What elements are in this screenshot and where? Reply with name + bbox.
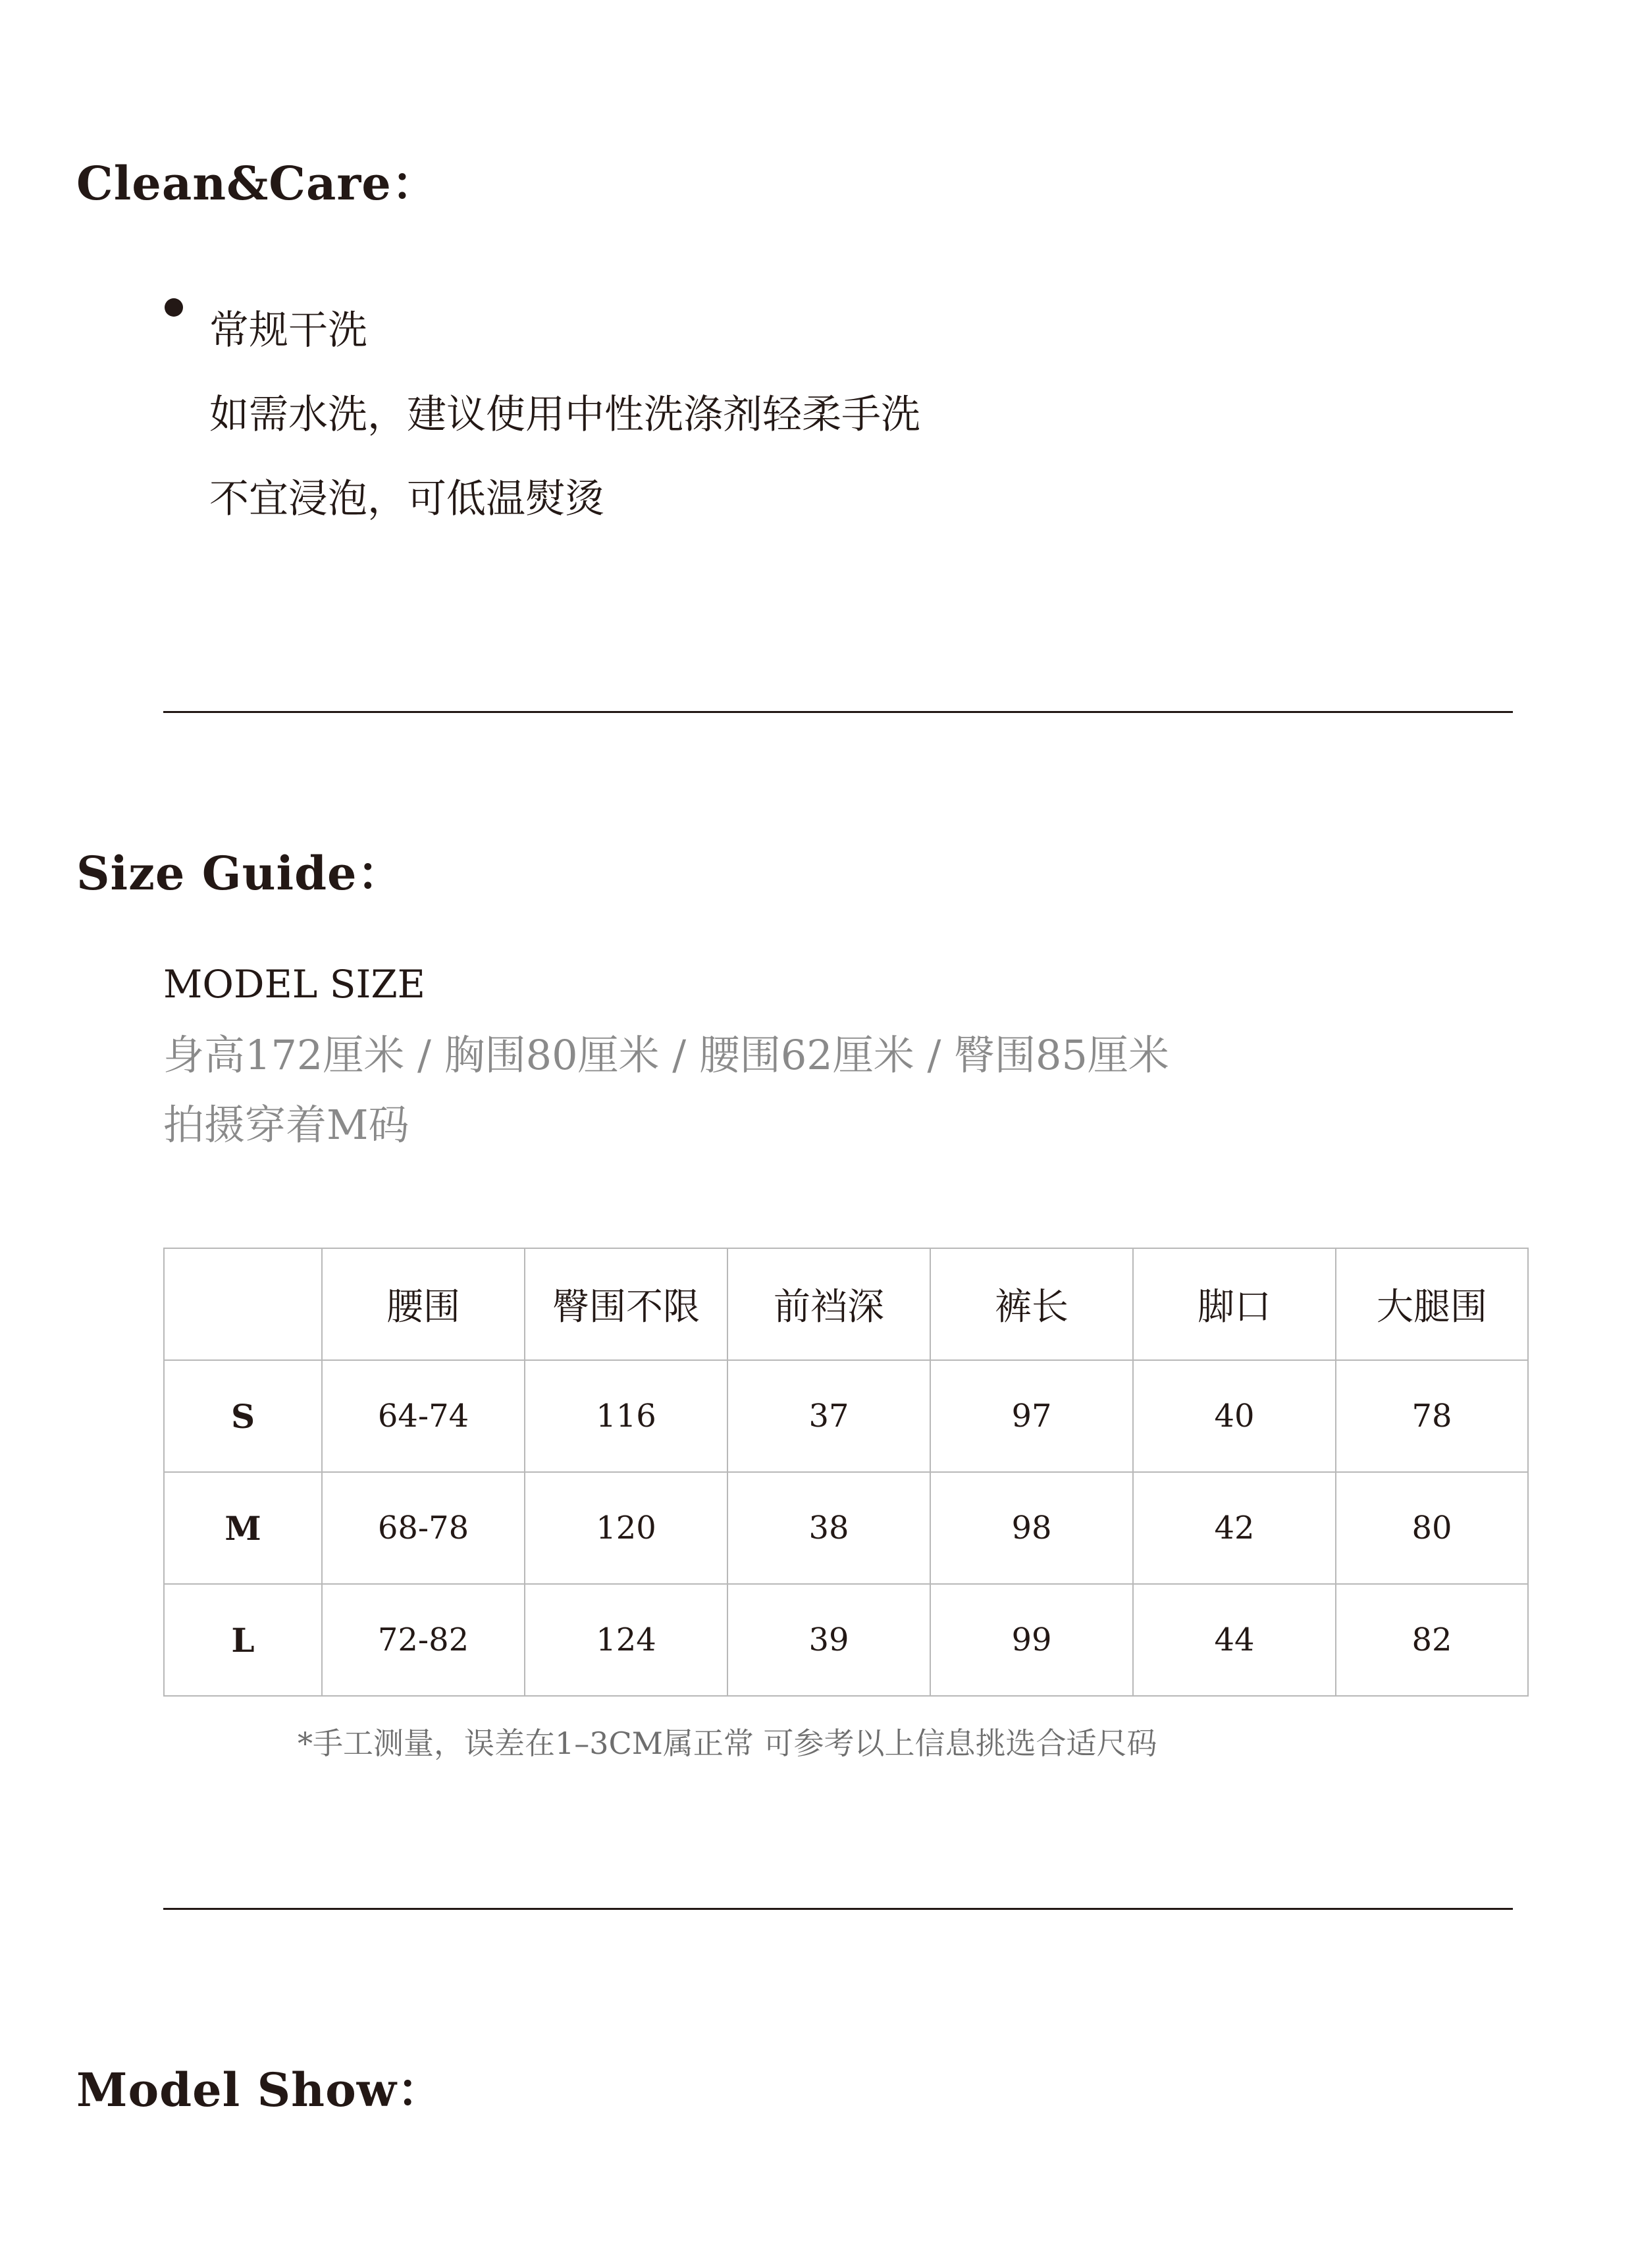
model-wearing-size: 拍摄穿着M码	[163, 1101, 409, 1149]
model-info	[163, 1020, 1169, 1160]
model-measurements: 身高172厘米 / 胸围80厘米 / 腰围62厘米 / 臀围85厘米	[163, 1031, 1169, 1079]
table-header-cell: 腰围	[322, 1248, 525, 1360]
table-cell: 82	[1336, 1584, 1528, 1696]
table-cell: 44	[1133, 1584, 1336, 1696]
table-cell: 120	[525, 1472, 727, 1584]
table-header-cell: 裤长	[930, 1248, 1133, 1360]
care-line: 常规干洗	[209, 307, 367, 354]
table-cell: 40	[1133, 1360, 1336, 1472]
table-row	[164, 1584, 1528, 1696]
table-cell: 116	[525, 1360, 727, 1472]
measurement-note: *手工测量，误差在1–3CM属正常 可参考以上信息挑选合适尺码	[298, 1726, 1157, 1761]
care-line: 不宜浸泡，可低温熨烫	[209, 476, 604, 522]
section-divider	[163, 1908, 1513, 1910]
table-cell: 124	[525, 1584, 727, 1696]
size-label-cell: M	[164, 1472, 322, 1584]
size-label-cell: S	[164, 1360, 322, 1472]
model-size-label: MODEL SIZE	[163, 962, 426, 1007]
table-cell: 39	[727, 1584, 930, 1696]
section-divider	[163, 711, 1513, 713]
table-cell: 42	[1133, 1472, 1336, 1584]
table-cell: 80	[1336, 1472, 1528, 1584]
table-cell: 78	[1336, 1360, 1528, 1472]
size-guide-heading: Size Guide：	[76, 846, 404, 901]
bullet-dot-icon	[165, 298, 183, 317]
size-chart-table	[163, 1248, 1529, 1697]
table-header-cell: 前裆深	[727, 1248, 930, 1360]
care-line: 如需水洗，建议使用中性洗涤剂轻柔手洗	[209, 392, 920, 438]
table-cell: 64-74	[322, 1360, 525, 1472]
table-row	[164, 1360, 1528, 1472]
care-instructions	[209, 288, 920, 541]
model-show-heading: Model Show：	[76, 2063, 444, 2117]
table-header-row	[164, 1248, 1528, 1360]
size-label-cell: L	[164, 1584, 322, 1696]
table-cell: 72-82	[322, 1584, 525, 1696]
table-header-cell: 脚口	[1133, 1248, 1336, 1360]
table-cell: 99	[930, 1584, 1133, 1696]
table-header-cell: 臀围不限	[525, 1248, 727, 1360]
table-header-cell: 大腿围	[1336, 1248, 1528, 1360]
table-cell: 97	[930, 1360, 1133, 1472]
table-cell: 68-78	[322, 1472, 525, 1584]
table-cell: 37	[727, 1360, 930, 1472]
clean-care-heading: Clean&Care：	[76, 156, 438, 211]
table-cell: 38	[727, 1472, 930, 1584]
table-cell: 98	[930, 1472, 1133, 1584]
table-header-cell	[164, 1248, 322, 1360]
table-row	[164, 1472, 1528, 1584]
